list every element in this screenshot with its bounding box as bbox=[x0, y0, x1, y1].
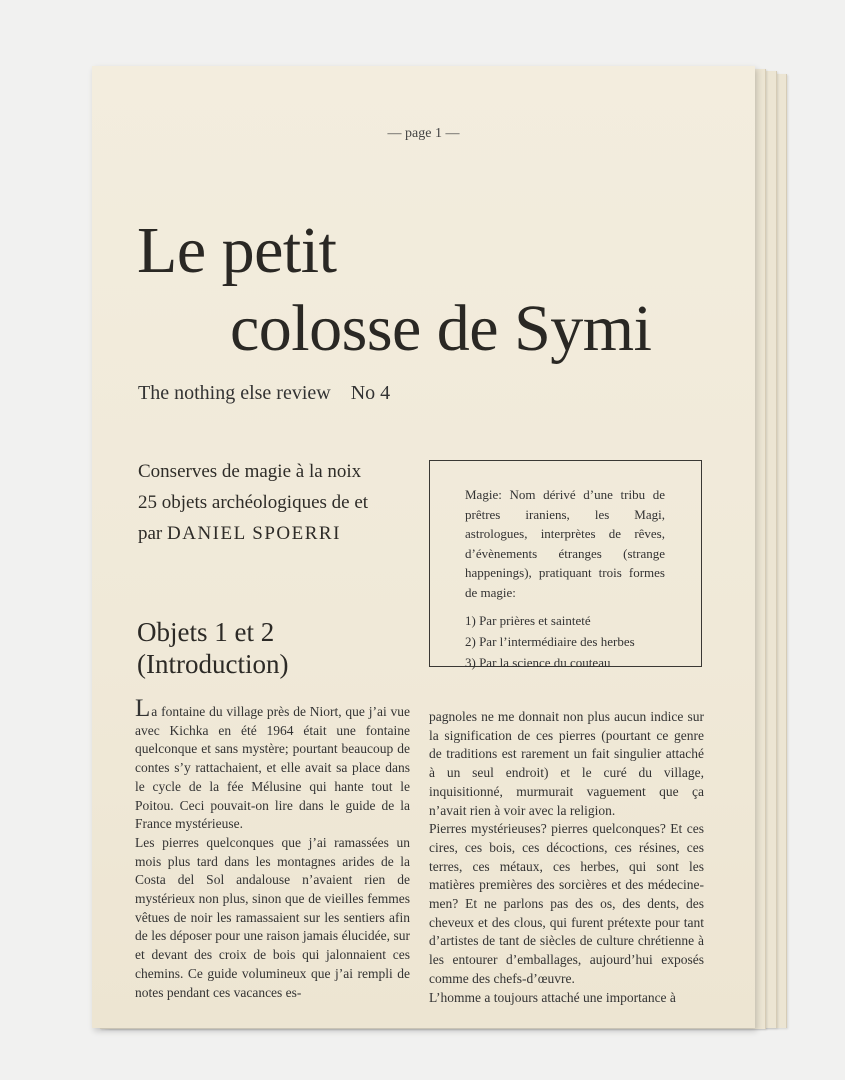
definition-text: Magie: Nom dérivé d’une tribu de prêtres iraniens, les Magi, astrologues, interprètes de rêves, d’évènements étranges (strange happenings), pratiquant trois formes de magie: bbox=[465, 487, 665, 600]
subheading-line-1: Conserves de magie à la noix bbox=[138, 461, 362, 482]
paragraph-text: a fontaine du village près de Niort, que j’ai vue avec Kichka en été 1964 était une fontaine quelconque et sans mystère; pourtant beaucoup de contes s’y rattachaient, et elle avait sa place dans le cycle de la fée Mélusine qui hante tout le Poitou. Ceci pouvait-on lire dans le guide de la France mystérieuse. bbox=[135, 704, 410, 832]
title-line-2: colosse de Symi bbox=[230, 292, 652, 365]
list-item: 2) Par l’intermédiaire des herbes bbox=[465, 634, 635, 649]
paragraph: Pierres mystérieuses? pierres quelconques? Et ces cires, ces bois, ces décoctions, ces résines, ces terres, ces métaux, ces herbes, qui sont les matières premières des sorcières et des médecine-men? Et ne parlons pas des os, des dents, des cheveux et des clous, qui furent prétexte pour tant d’artistes de tant de siècles de culture chrétienne à les entourer d’emballages, aujourd’hui exposés comme des chefs-d’œuvre. bbox=[429, 821, 704, 986]
subheading-prefix: par bbox=[138, 523, 163, 544]
body-column-2 bbox=[429, 708, 704, 1007]
title-line-1: Le petit bbox=[137, 214, 337, 287]
body-column-1 bbox=[135, 695, 410, 1002]
section-heading-line-1: Objets 1 et 2 bbox=[137, 617, 275, 647]
issue-number: No 4 bbox=[350, 382, 391, 404]
list-item: 3) Par la science du couteau bbox=[465, 655, 611, 670]
paragraph: L’homme a toujours attaché une importance à bbox=[429, 989, 676, 1005]
page-number: — page 1 — bbox=[387, 126, 460, 141]
paragraph: pagnoles ne me donnait non plus aucun indice sur la signification de ces pierres (pourtant ce genre de traditions est rarement un fait singulier attaché à un seul endroit) et le curé du village, inquisitionné, murmurait vaguement que ça n’avait rien à voir avec la religion. bbox=[429, 709, 704, 818]
section-heading bbox=[137, 616, 427, 680]
magic-forms-list bbox=[465, 610, 701, 673]
paragraph: Les pierres quelconques que j’ai ramassées un mois plus tard dans les montagnes arides de la Costa del Sol andalouse n’avaient rien de mystérieux non plus, sinon que de vieilles femmes vêtues de noir les ramassaient sur les sentiers afin de les déposer pour une raison jamais élucidée, sur et devant des croix de bois qui jalonnaient ces chemins. Ce guide volumineux que j’ai rempli de notes pendant ces vacances es- bbox=[135, 834, 410, 1000]
subheading-line-3 bbox=[138, 518, 428, 549]
document-page bbox=[92, 66, 755, 1028]
list-item: 1) Par prières et sainteté bbox=[465, 613, 591, 628]
page-title bbox=[137, 212, 737, 368]
section-heading-line-2: (Introduction) bbox=[137, 649, 289, 679]
paragraph bbox=[135, 695, 410, 834]
review-line bbox=[138, 382, 390, 405]
drop-cap: L bbox=[135, 695, 151, 722]
subheading-line-2: 25 objets archéologiques de et bbox=[138, 492, 369, 513]
definition-box bbox=[429, 460, 702, 670]
subheading bbox=[138, 456, 428, 549]
author-name: DANIEL SPOERRI bbox=[167, 523, 341, 544]
review-name: The nothing else review bbox=[138, 382, 331, 404]
